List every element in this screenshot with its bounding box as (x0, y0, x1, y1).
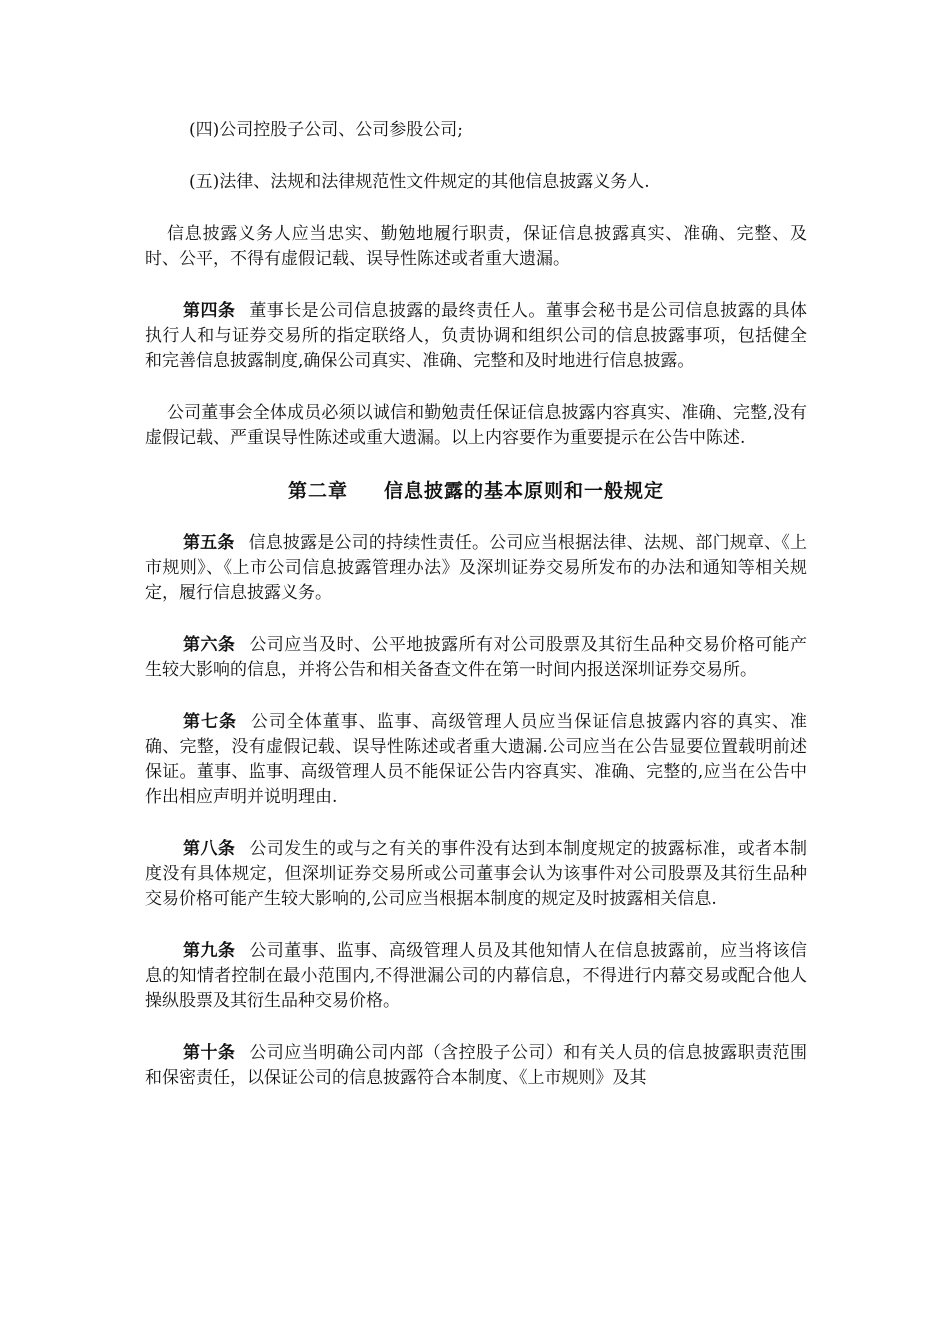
article-10-label: 第十条 (183, 1043, 236, 1063)
article-10-text: 公司应当明确公司内部（含控股子公司）和有关人员的信息披露职责范围和保密责任，以保证公司的信息披露符合本制度、《上市规则》及其 (145, 1043, 808, 1088)
article-9 (145, 939, 807, 1014)
article-8-text: 公司发生的或与之有关的事件没有达到本制度规定的披露标准，或者本制度没有具体规定，但深圳证券交易所或公司董事会认为该事件对公司股票及其衍生品种交易价格可能产生较大影响的,公司应当根据本制度的规定及时披露相关信息. (145, 839, 808, 909)
article-4-text: 董事长是公司信息披露的最终责任人。董事会秘书是公司信息披露的具体执行人和与证券交易所的指定联络人，负责协调和组织公司的信息披露事项，包括健全和完善信息披露制度,确保公司真实、准确、完整和及时地进行信息披露。 (145, 301, 808, 371)
article-8 (145, 837, 807, 912)
article-8-label: 第八条 (183, 839, 236, 859)
duty-paragraph: 信息披露义务人应当忠实、勤勉地履行职责，保证信息披露真实、准确、完整、及时、公平，不得有虚假记载、误导性陈述或者重大遗漏。 (145, 224, 807, 269)
list-item-4: (四)公司控股子公司、公司参股公司; (189, 120, 463, 140)
document-page (145, 118, 807, 1091)
chapter-number: 第二章 (287, 480, 348, 502)
chapter-heading (145, 478, 807, 504)
article-6-text: 公司应当及时、公平地披露所有对公司股票及其衍生品种交易价格可能产生较大影响的信息，并将公告和相关备查文件在第一时间内报送深圳证券交易所。 (145, 635, 808, 680)
article-9-label: 第九条 (183, 941, 236, 961)
board-paragraph: 公司董事会全体成员必须以诚信和勤勉责任保证信息披露内容真实、准确、完整,没有虚假记载、严重误导性陈述或重大遗漏。以上内容要作为重要提示在公告中陈述. (145, 403, 807, 448)
article-5-text: 信息披露是公司的持续性责任。公司应当根据法律、法规、部门规章、《上市规则》、《上市公司信息披露管理办法》及深圳证券交易所发布的办法和通知等相关规定，履行信息披露义务。 (145, 533, 808, 603)
article-6-label: 第六条 (183, 635, 236, 655)
chapter-title: 信息披露的基本原则和一般规定 (384, 480, 665, 502)
article-7 (145, 710, 807, 810)
article-7-label: 第七条 (183, 712, 237, 732)
article-10 (145, 1041, 807, 1091)
article-9-text: 公司董事、监事、高级管理人员及其他知情人在信息披露前，应当将该信息的知情者控制在最小范围内,不得泄漏公司的内幕信息，不得进行内幕交易或配合他人操纵股票及其衍生品种交易价格。 (145, 941, 808, 1011)
article-6 (145, 633, 807, 683)
article-7-text: 公司全体董事、监事、高级管理人员应当保证信息披露内容的真实、准确、完整，没有虚假记载、误导性陈述或者重大遗漏.公司应当在公告显要位置载明前述保证。董事、监事、高级管理人员不能保证公告内容真实、准确、完整的,应当在公告中作出相应声明并说明理由. (145, 712, 808, 807)
list-item-5: (五)法律、法规和法律规范性文件规定的其他信息披露义务人. (189, 172, 650, 192)
article-5-label: 第五条 (183, 533, 235, 553)
article-4 (145, 299, 807, 374)
article-5 (145, 531, 807, 606)
article-4-label: 第四条 (183, 301, 236, 321)
